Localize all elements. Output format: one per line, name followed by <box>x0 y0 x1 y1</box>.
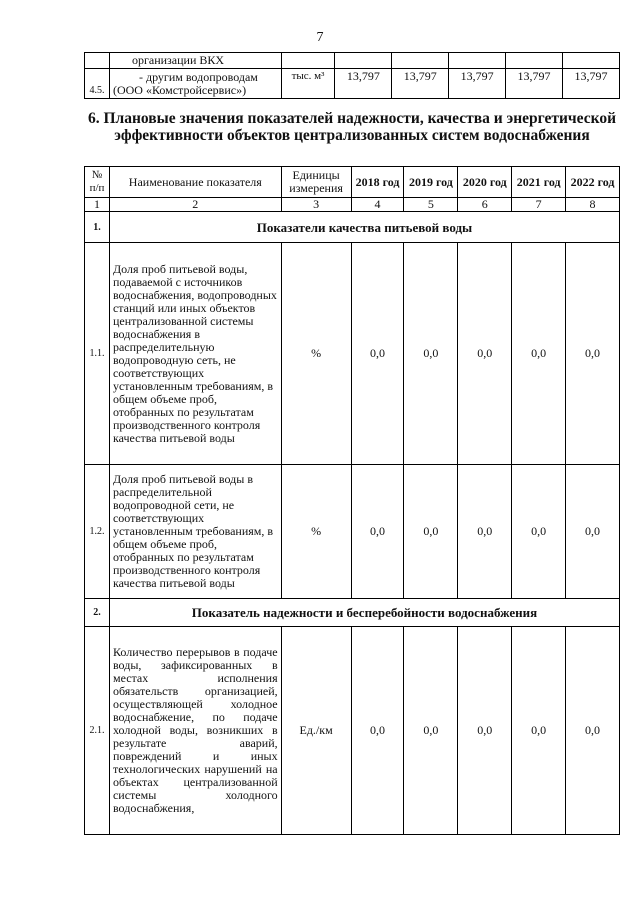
column-number-row <box>85 198 620 212</box>
group-title: Показатели качества питьевой воды <box>109 212 619 243</box>
value-cell <box>449 53 506 69</box>
column-number: 7 <box>512 198 566 212</box>
indicator-name-cell: Доля проб питьевой воды, подаваемой с источников водоснабжения, водопроводных станций или иных объектов централизованной системы водоснабжения в распределительную водопроводную сеть, не соответствующих установленным требованиям, в общем объеме проб, отобранных по результатам производственного контроля качества питьевой воды <box>109 243 281 465</box>
header-number: № п/п <box>85 167 110 198</box>
value-cell: 13,797 <box>506 69 563 99</box>
value-cell <box>563 53 620 69</box>
header-year: 2021 год <box>512 167 566 198</box>
indicators-table <box>84 166 620 835</box>
table-header-row <box>85 167 620 198</box>
column-number: 1 <box>85 198 110 212</box>
indicator-name-line: - другим водопроводам <box>138 69 258 84</box>
value-cell: 13,797 <box>335 69 392 99</box>
column-number: 8 <box>566 198 620 212</box>
row-number-cell: 1.1. <box>85 243 110 465</box>
column-number: 5 <box>404 198 458 212</box>
indicator-name-cell <box>109 69 281 99</box>
value-cell: 0,0 <box>512 465 566 599</box>
row-number-cell: 1.2. <box>85 465 110 599</box>
unit-cell: тыс. м³ <box>281 69 335 99</box>
value-cell: 0,0 <box>351 243 404 465</box>
value-cell: 13,797 <box>563 69 620 99</box>
value-cell: 0,0 <box>458 243 512 465</box>
group-number: 1. <box>85 212 110 243</box>
header-year: 2020 год <box>458 167 512 198</box>
page-number: 7 <box>316 30 324 45</box>
header-unit: Единицы измерения <box>281 167 351 198</box>
unit-cell: % <box>281 465 351 599</box>
section-title: 6. Плановые значения показателей надежности, качества и энергетической эффективности объектов централизованных систем водоснабжения <box>87 110 617 144</box>
value-cell: 0,0 <box>512 627 566 835</box>
column-number: 2 <box>109 198 281 212</box>
table-row <box>85 627 620 835</box>
value-cell: 0,0 <box>351 627 404 835</box>
value-cell: 0,0 <box>404 465 458 599</box>
column-number: 3 <box>281 198 351 212</box>
value-cell: 0,0 <box>404 627 458 835</box>
indicator-name-cell: Доля проб питьевой воды в распределительной водопроводной сети, не соответствующих установленным требованиям, в общем объеме проб, отобранных по результатам производственного контроля качества питьевой воды <box>109 465 281 599</box>
value-cell: 0,0 <box>566 627 620 835</box>
group-number: 2. <box>85 599 110 627</box>
indicator-name-cell: организации ВКХ <box>109 53 281 69</box>
unit-cell: Ед./км <box>281 627 351 835</box>
header-indicator-name: Наименование показателя <box>109 167 281 198</box>
unit-cell: % <box>281 243 351 465</box>
header-year: 2022 год <box>566 167 620 198</box>
unit-cell <box>281 53 335 69</box>
group-title: Показатель надежности и бесперебойности водоснабжения <box>109 599 619 627</box>
value-cell: 0,0 <box>512 243 566 465</box>
table-row <box>85 243 620 465</box>
value-cell: 0,0 <box>404 243 458 465</box>
column-number: 4 <box>351 198 404 212</box>
header-year: 2019 год <box>404 167 458 198</box>
value-cell <box>392 53 449 69</box>
group-row <box>85 212 620 243</box>
value-cell: 0,0 <box>351 465 404 599</box>
table-row <box>85 465 620 599</box>
row-number-cell <box>85 53 110 69</box>
value-cell: 0,0 <box>566 465 620 599</box>
header-year: 2018 год <box>351 167 404 198</box>
value-cell: 13,797 <box>392 69 449 99</box>
previous-table-fragment <box>84 52 620 99</box>
row-number-cell: 2.1. <box>85 627 110 835</box>
value-cell <box>335 53 392 69</box>
value-cell: 0,0 <box>458 627 512 835</box>
value-cell <box>506 53 563 69</box>
column-number: 6 <box>458 198 512 212</box>
value-cell: 0,0 <box>566 243 620 465</box>
group-row <box>85 599 620 627</box>
indicator-name-cell: Количество перерывов в подаче воды, зафиксированных в местах исполнения обязательств организацией, осуществляющей холодное водоснабжение, по подаче холодной воды, возникших в результате аварий, повреждений и иных технологических нарушений на объектах централизованной системы холодного водоснабжения, <box>109 627 281 835</box>
table-row <box>85 53 620 69</box>
value-cell: 0,0 <box>458 465 512 599</box>
indicator-name-line: (ООО «Комстройсервис») <box>112 82 247 97</box>
row-number-cell: 4.5. <box>85 69 110 99</box>
value-cell: 13,797 <box>449 69 506 99</box>
table-row <box>85 69 620 99</box>
